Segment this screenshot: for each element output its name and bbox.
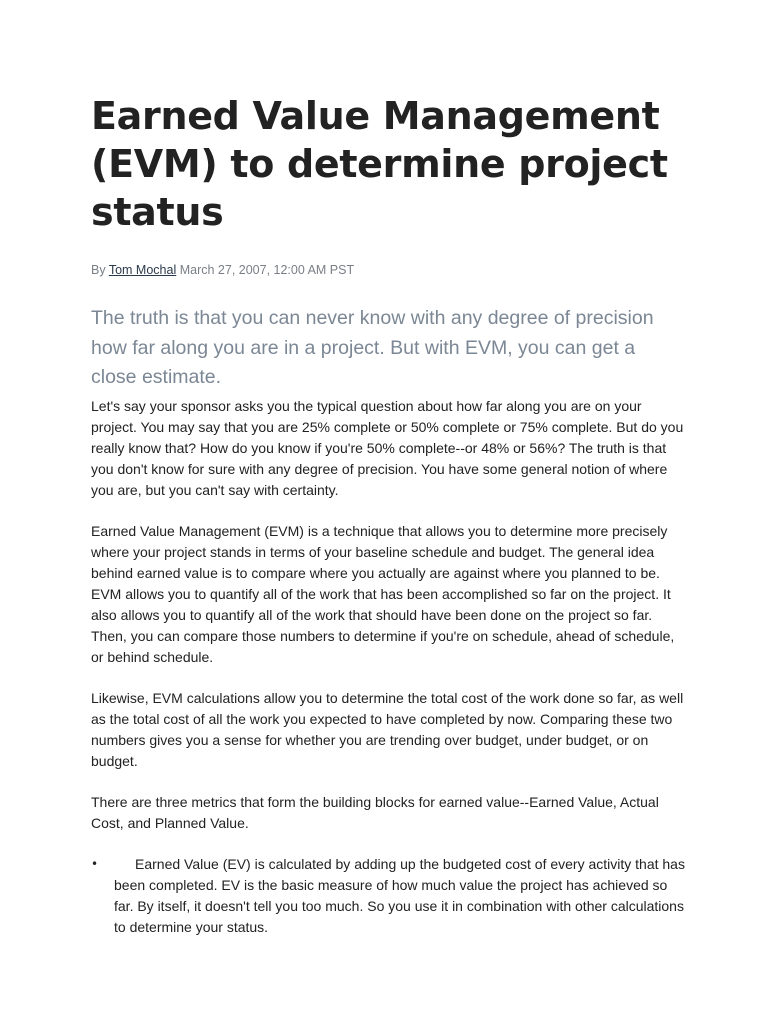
- article-title: Earned Value Management (EVM) to determine project status: [91, 94, 668, 234]
- author-link[interactable]: Tom Mochal: [108, 263, 177, 277]
- bullet-icon: •: [91, 856, 99, 871]
- byline-prefix: By: [91, 263, 106, 277]
- body-paragraph: Let's say your sponsor asks you the typical question about how far along you are on your project. You may say that you are 25% complete or 50% complete or 75% complete. But do you really know that? How do you know if you're 50% complete--or 48% or 56%? The truth is that you don't know for sure with any degree of precision. You have some general notion of where you are, but you can't say with certainty.: [91, 397, 684, 498]
- publish-date: March 27, 2007, 12:00 AM PST: [179, 263, 355, 277]
- body-paragraph: Likewise, EVM calculations allow you to determine the total cost of the work done so far, as well as the total cost of all the work you expected to have completed by now. Comparing these two numbers gives you a sense for whether you are trending over budget, under budget, or on budget.: [91, 689, 684, 769]
- list-item-text: Earned Value (EV) is calculated by adding up the budgeted cost of every activity that has been completed. EV is the basic measure of how much value the project has achieved so far. By itself, it doesn't tell you too much. So you use it in combination with other calculations to determine your status.: [114, 855, 685, 935]
- body-paragraph: Earned Value Management (EVM) is a technique that allows you to determine more precisely where your project stands in terms of your baseline schedule and budget. The general idea behind earned value is to compare where you actually are against where you planned to be. EVM allows you to quantify all of the work that has been accomplished so far on the project. It also allows you to quantify all of the work that should have been done on the project so far. Then, you can compare those numbers to determine if you're on schedule, ahead of schedule, or behind schedule.: [91, 522, 675, 665]
- article: [91, 92, 686, 938]
- byline: [91, 261, 686, 279]
- metrics-list: [91, 854, 686, 938]
- article-lede: The truth is that you can never know with any degree of precision how far along you are in a project. But with EVM, you can get a close estimate.: [91, 307, 654, 388]
- body-paragraph: There are three metrics that form the building blocks for earned value--Earned Value, Actual Cost, and Planned Value.: [91, 793, 659, 831]
- article-body: [91, 396, 686, 938]
- list-item: [91, 854, 686, 938]
